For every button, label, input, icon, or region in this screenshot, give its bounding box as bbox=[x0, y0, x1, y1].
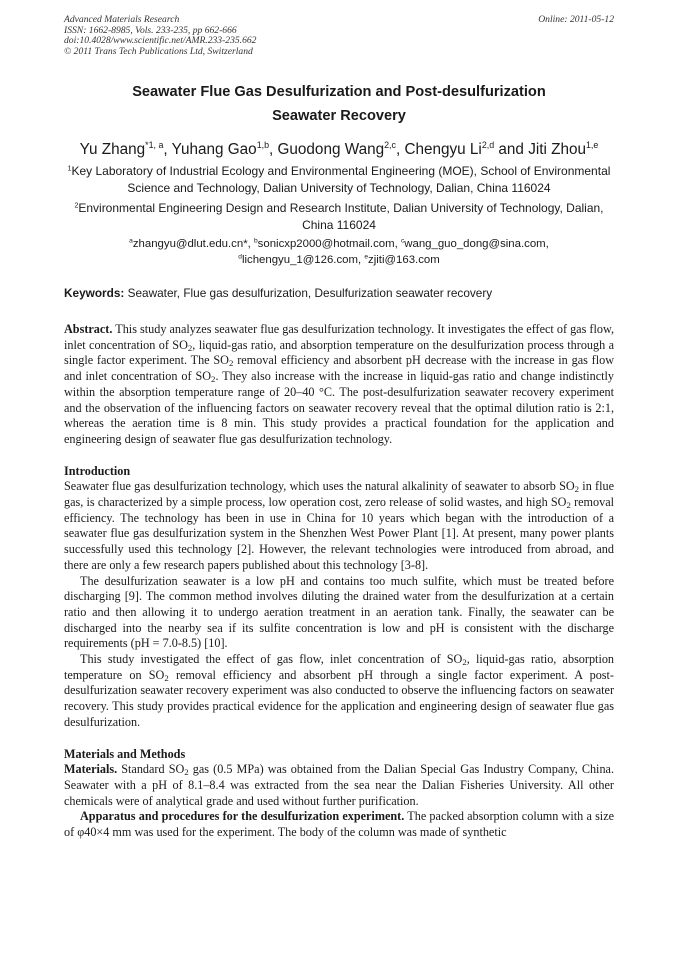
paragraph-text: removal efficiency and absorbent pH through a single factor experiment. A post-desulfurization seawater recovery experiment was also conducted to observe the influencing factors on seawater recovery. This study provides practical evidence for the application and engineering design of seawater flue gas desulfurization. bbox=[64, 667, 614, 729]
affiliation-text: Environmental Engineering Design and Research Institute, Dalian University of Technology, Dalian, China 116024 bbox=[78, 201, 604, 232]
affiliation-2 bbox=[64, 200, 614, 234]
journal-name: Advanced Materials Research bbox=[64, 14, 180, 25]
author-separator: and bbox=[494, 141, 529, 158]
author-affil-sup: 1,e bbox=[586, 140, 599, 151]
spacer bbox=[64, 448, 614, 464]
author-separator: , bbox=[395, 141, 405, 158]
paragraph-text: in flue gas, is characterized by a simple process, low operation cost, zero release of solid wastes, and high SO bbox=[64, 479, 614, 510]
author-affil-sup: *1, a bbox=[145, 140, 164, 151]
keywords-label: Keywords: bbox=[64, 286, 125, 300]
keywords bbox=[64, 286, 614, 301]
keywords-text: Seawater, Flue gas desulfurization, Desulfurization seawater recovery bbox=[127, 286, 493, 300]
paragraph-text: Seawater flue gas desulfurization technology, which uses the natural alkalinity of seawater to absorb SO bbox=[64, 479, 575, 494]
email-a[interactable]: zhangyu@dlut.edu.cn* bbox=[132, 238, 248, 250]
abstract-label: Abstract. bbox=[64, 322, 113, 336]
doi-line: doi:10.4028/www.scientific.net/AMR.233-235.662 bbox=[64, 35, 257, 47]
section-heading-introduction: Introduction bbox=[64, 463, 131, 478]
author-name: Chengyu Li bbox=[404, 141, 482, 158]
author-affil-sup: 1,b bbox=[256, 140, 270, 151]
author-name: Jiti Zhou bbox=[528, 141, 586, 158]
section-heading-methods: Materials and Methods bbox=[64, 746, 186, 761]
paragraph-text: This study investigated the effect of gas flow, inlet concentration of SO bbox=[80, 652, 463, 667]
subscript: 2 bbox=[211, 374, 216, 385]
intro-paragraph-2: The desulfurization seawater is a low pH and contains too much sulfite, which must be treated before discharging [9]. The common method involves diluting the drained water from the desulfurization at a certain ratio and then allowing it to undergo aeration treatment in an aeration tank. Finally, the seawater can be discharged into the nearby sea if its sulfite concentration is low and pH is consistent with the discharge requirements (pH = 7.0-8.5) [10]. bbox=[64, 573, 614, 651]
author-separator: , bbox=[269, 141, 278, 158]
affiliation-1 bbox=[64, 163, 614, 197]
online-date: Online: 2011-05-12 bbox=[538, 14, 614, 25]
paragraph-text: removal efficiency. The technology has been in use in China for 10 years which began with the introduction of a seawater flue gas desulfurization system in the Shenzhen West Power Plant [1]. At present, many power plants successfully used this technology [2]. However, the relevant technologies were introduced from abroad, and there are only a few research papers published about this technology [3-8]. bbox=[64, 495, 615, 572]
subscript: 2 bbox=[164, 672, 169, 683]
author-list bbox=[64, 141, 614, 159]
title-line-1: Seawater Flue Gas Desulfurization and Post-desulfurization bbox=[132, 84, 546, 100]
affiliation-sup: 2 bbox=[74, 202, 79, 210]
paragraph-text: The packed absorption column with a size of φ40×4 mm was used for the experiment. The body of the column was made of synthetic bbox=[64, 809, 615, 840]
author-affil-sup: 2,d bbox=[481, 140, 495, 151]
subscript: 2 bbox=[566, 500, 571, 511]
intro-paragraph-1 bbox=[64, 479, 614, 573]
paper-body bbox=[64, 322, 614, 841]
abstract-text: removal efficiency and absorbent pH decrease with the increase in gas flow and inlet concentration of SO bbox=[64, 353, 614, 384]
apparatus-paragraph bbox=[64, 809, 614, 840]
journal-header bbox=[64, 15, 614, 57]
affiliation-text: Key Laboratory of Industrial Ecology and Environmental Engineering (MOE), School of Environmental Science and Technology, Dalian University of Technology, Dalian, China 116024 bbox=[71, 164, 611, 195]
subscript: 2 bbox=[228, 358, 234, 369]
abstract-text: . They also increase with the increase in liquid-gas ratio and change indistinctly within the absorption temperature range of 20–40 °C. The post-desulfurization seawater recovery experiment and the observation of the influencing factors on seawater recovery reveal that the optimal dilution ratio is 2:1, whereas the aeration time is 8 min. This study provides a practical foundation for the application and engineering design of seawater flue gas desulfurization technology. bbox=[64, 369, 614, 446]
subscript: 2 bbox=[184, 767, 189, 778]
paper-title bbox=[64, 80, 614, 128]
email-line-1: $^a$zhangyu@dlut.edu.cn*, $^b$sonicxp2000@hotmail.com, $^c$wang_guo_dong@sina.com, bbox=[129, 237, 549, 250]
abstract-paragraph bbox=[64, 322, 614, 448]
author-name: Yuhang Gao bbox=[171, 141, 257, 158]
email-b[interactable]: sonicxp2000@hotmail.com bbox=[257, 238, 395, 250]
email-list bbox=[64, 237, 614, 268]
title-line-2: Seawater Recovery bbox=[272, 108, 406, 124]
affiliation-sup: 1 bbox=[67, 165, 72, 173]
issn-line: ISSN: 1662-8985, Vols. 233-235, pp 662-666 bbox=[64, 24, 237, 36]
materials-label: Materials. bbox=[64, 762, 118, 777]
author-name: Yu Zhang bbox=[79, 141, 146, 158]
intro-paragraph-3 bbox=[64, 652, 614, 731]
materials-paragraph bbox=[64, 762, 614, 809]
author-affil-sup: 2,c bbox=[384, 140, 396, 151]
email-e[interactable]: zjiti@163.com bbox=[368, 253, 440, 266]
copyright-line: © 2011 Trans Tech Publications Ltd, Switzerland bbox=[64, 45, 253, 57]
email-c[interactable]: wang_guo_dong@sina.com bbox=[404, 238, 546, 250]
paragraph-text: , liquid-gas ratio, absorption temperature on SO bbox=[64, 652, 615, 682]
author-separator: , bbox=[163, 141, 172, 158]
subscript: 2 bbox=[574, 484, 580, 495]
abstract-text: , liquid-gas ratio, and absorption temperature on the desulfurization process through a single factor experiment. The SO bbox=[64, 337, 615, 368]
spacer bbox=[64, 731, 614, 747]
author-name: Guodong Wang bbox=[277, 141, 385, 158]
email-line-2: $^d$lichengyu_1@126.com, $^e$zjiti@163.com bbox=[238, 253, 440, 266]
subscript: 2 bbox=[187, 342, 193, 353]
subscript: 2 bbox=[462, 657, 467, 668]
paragraph-text: Standard SO bbox=[121, 762, 185, 777]
email-d[interactable]: lichengyu_1@126.com bbox=[241, 253, 358, 266]
abstract-text: This study analyzes seawater flue gas desulfurization technology. It investigates the effect of gas flow, inlet concentration of SO bbox=[64, 322, 614, 352]
paragraph-text: gas (0.5 MPa) was obtained from the Dalian Special Gas Industry Company, China. Seawater with a pH of 8.1–8.4 was extracted from the sea near the Dalian Fisheries University. All other chemicals were of analytical grade and used without further purification. bbox=[64, 762, 614, 808]
apparatus-label: Apparatus and procedures for the desulfurization experiment. bbox=[80, 809, 405, 824]
